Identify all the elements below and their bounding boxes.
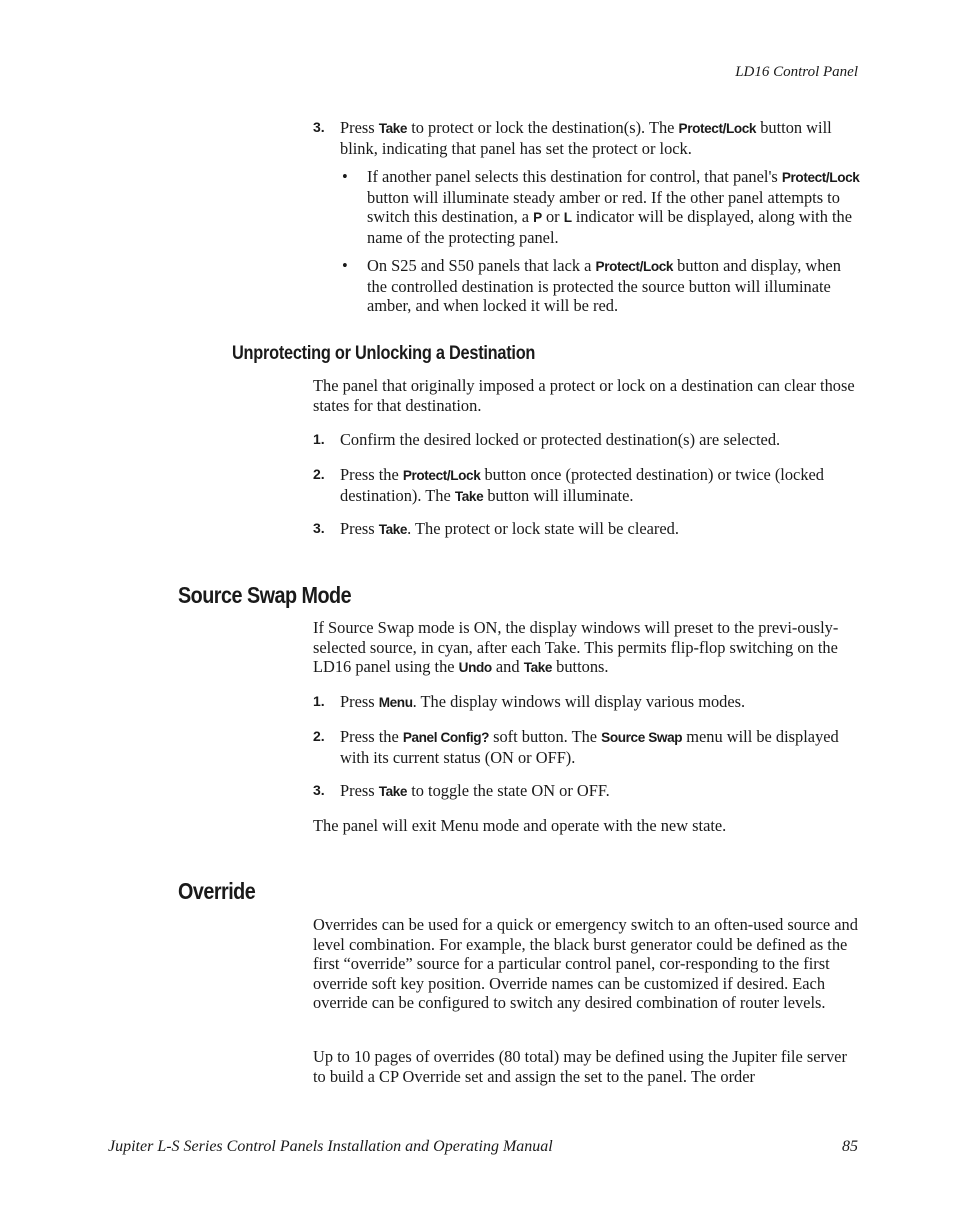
step-number: 3. [313, 520, 325, 536]
step-number: 2. [313, 466, 325, 482]
step-number: 1. [313, 693, 325, 709]
take-button-ref: Take [378, 784, 408, 799]
panel-config-button-ref: Panel Config? [402, 730, 490, 745]
take-button-ref: Take [454, 488, 484, 504]
step-number: 2. [313, 728, 325, 744]
step-text: Press Take to protect or lock the destination(s). The Protect/Lock button will blink, indicating that panel has set the protect or lock. [340, 118, 832, 158]
bullet-item [340, 167, 861, 247]
bullet-dot: • [342, 167, 348, 186]
section-heading-unprotect: Unprotecting or Unlocking a Destination [232, 343, 536, 364]
step-press-panel-config [313, 727, 861, 767]
take-button-ref: Take [378, 121, 408, 136]
p-indicator-ref: P [533, 210, 542, 226]
step-press-protect-lock [313, 465, 861, 506]
bullet-dot: • [342, 256, 348, 275]
protect-lock-button-ref: Protect/Lock [595, 259, 674, 274]
section-heading-source-swap: Source Swap Mode [178, 582, 352, 608]
step-number: 3. [313, 782, 325, 798]
source-swap-outro: The panel will exit Menu mode and operate with the new state. [313, 816, 727, 835]
unprotect-intro: The panel that originally imposed a protect or lock on a destination can clear those states for that destination. [313, 376, 855, 415]
protect-lock-button-ref: Protect/Lock [781, 170, 860, 185]
step-press-take [313, 519, 861, 540]
step-text: Press the Protect/Lock button once (protected destination) or twice (locked destination). The Take button will illuminate. [340, 465, 825, 505]
menu-button-ref: Menu [378, 695, 413, 710]
step-text: Press Take. The protect or lock state will be cleared. [340, 519, 679, 538]
page-number: 85 [842, 1138, 858, 1155]
step-confirm-selection [313, 430, 861, 450]
override-paragraph-1: Overrides can be used for a quick or emergency switch to an often-used source and level combination. For example, the black burst generator could be defined as the first “override” source for a particular control panel, cor-responding to the first override soft key position. Override names can be customized if desired. Each override can be configured to switch any desired combination of router levels. [313, 915, 858, 1013]
step-press-menu [313, 692, 861, 713]
footer-manual-title: Jupiter L-S Series Control Panels Installation and Operating Manual [108, 1138, 553, 1155]
take-button-ref: Take [378, 522, 408, 537]
source-swap-intro: If Source Swap mode is ON, the display windows will preset to the previ-ously-selected source, in cyan, after each Take. This permits flip-flop switching on the LD16 panel using the Undo and Take buttons. [313, 618, 839, 677]
running-header: LD16 Control Panel [735, 64, 858, 80]
l-indicator-ref: L [563, 210, 572, 226]
bullet-item [340, 256, 861, 316]
undo-button-ref: Undo [458, 660, 492, 676]
protect-lock-button-ref: Protect/Lock [678, 121, 757, 136]
step-text: Press Take to toggle the state ON or OFF. [340, 781, 610, 800]
step-number: 1. [313, 431, 325, 447]
bullet-text: If another panel selects this destination for control, that panel's Protect/Lock button will illuminate steady amber or red. If the other panel attempts to switch this destination, a P or L indicator will be displayed, along with the name of the protecting panel. [367, 167, 860, 247]
take-button-ref: Take [523, 660, 553, 676]
step-text: Press the Panel Config? soft button. The Source Swap menu will be displayed with its current status (ON or OFF). [340, 727, 839, 767]
section-heading-override: Override [178, 878, 256, 904]
step-toggle-take [313, 781, 861, 802]
step-number: 3. [313, 119, 325, 135]
step-text: Confirm the desired locked or protected destination(s) are selected. [340, 430, 781, 449]
step-protect-lock [313, 118, 861, 158]
bullet-text: On S25 and S50 panels that lack a Protect/Lock button and display, when the controlled destination is protected the source button will illuminate amber, and when locked it will be red. [367, 256, 841, 316]
step-text: Press Menu. The display windows will display various modes. [340, 692, 746, 711]
override-paragraph-2: Up to 10 pages of overrides (80 total) may be defined using the Jupiter file server to build a CP Override set and assign the set to the panel. The order [313, 1047, 847, 1086]
source-swap-menu-ref: Source Swap [601, 730, 683, 745]
protect-lock-button-ref: Protect/Lock [402, 468, 481, 483]
